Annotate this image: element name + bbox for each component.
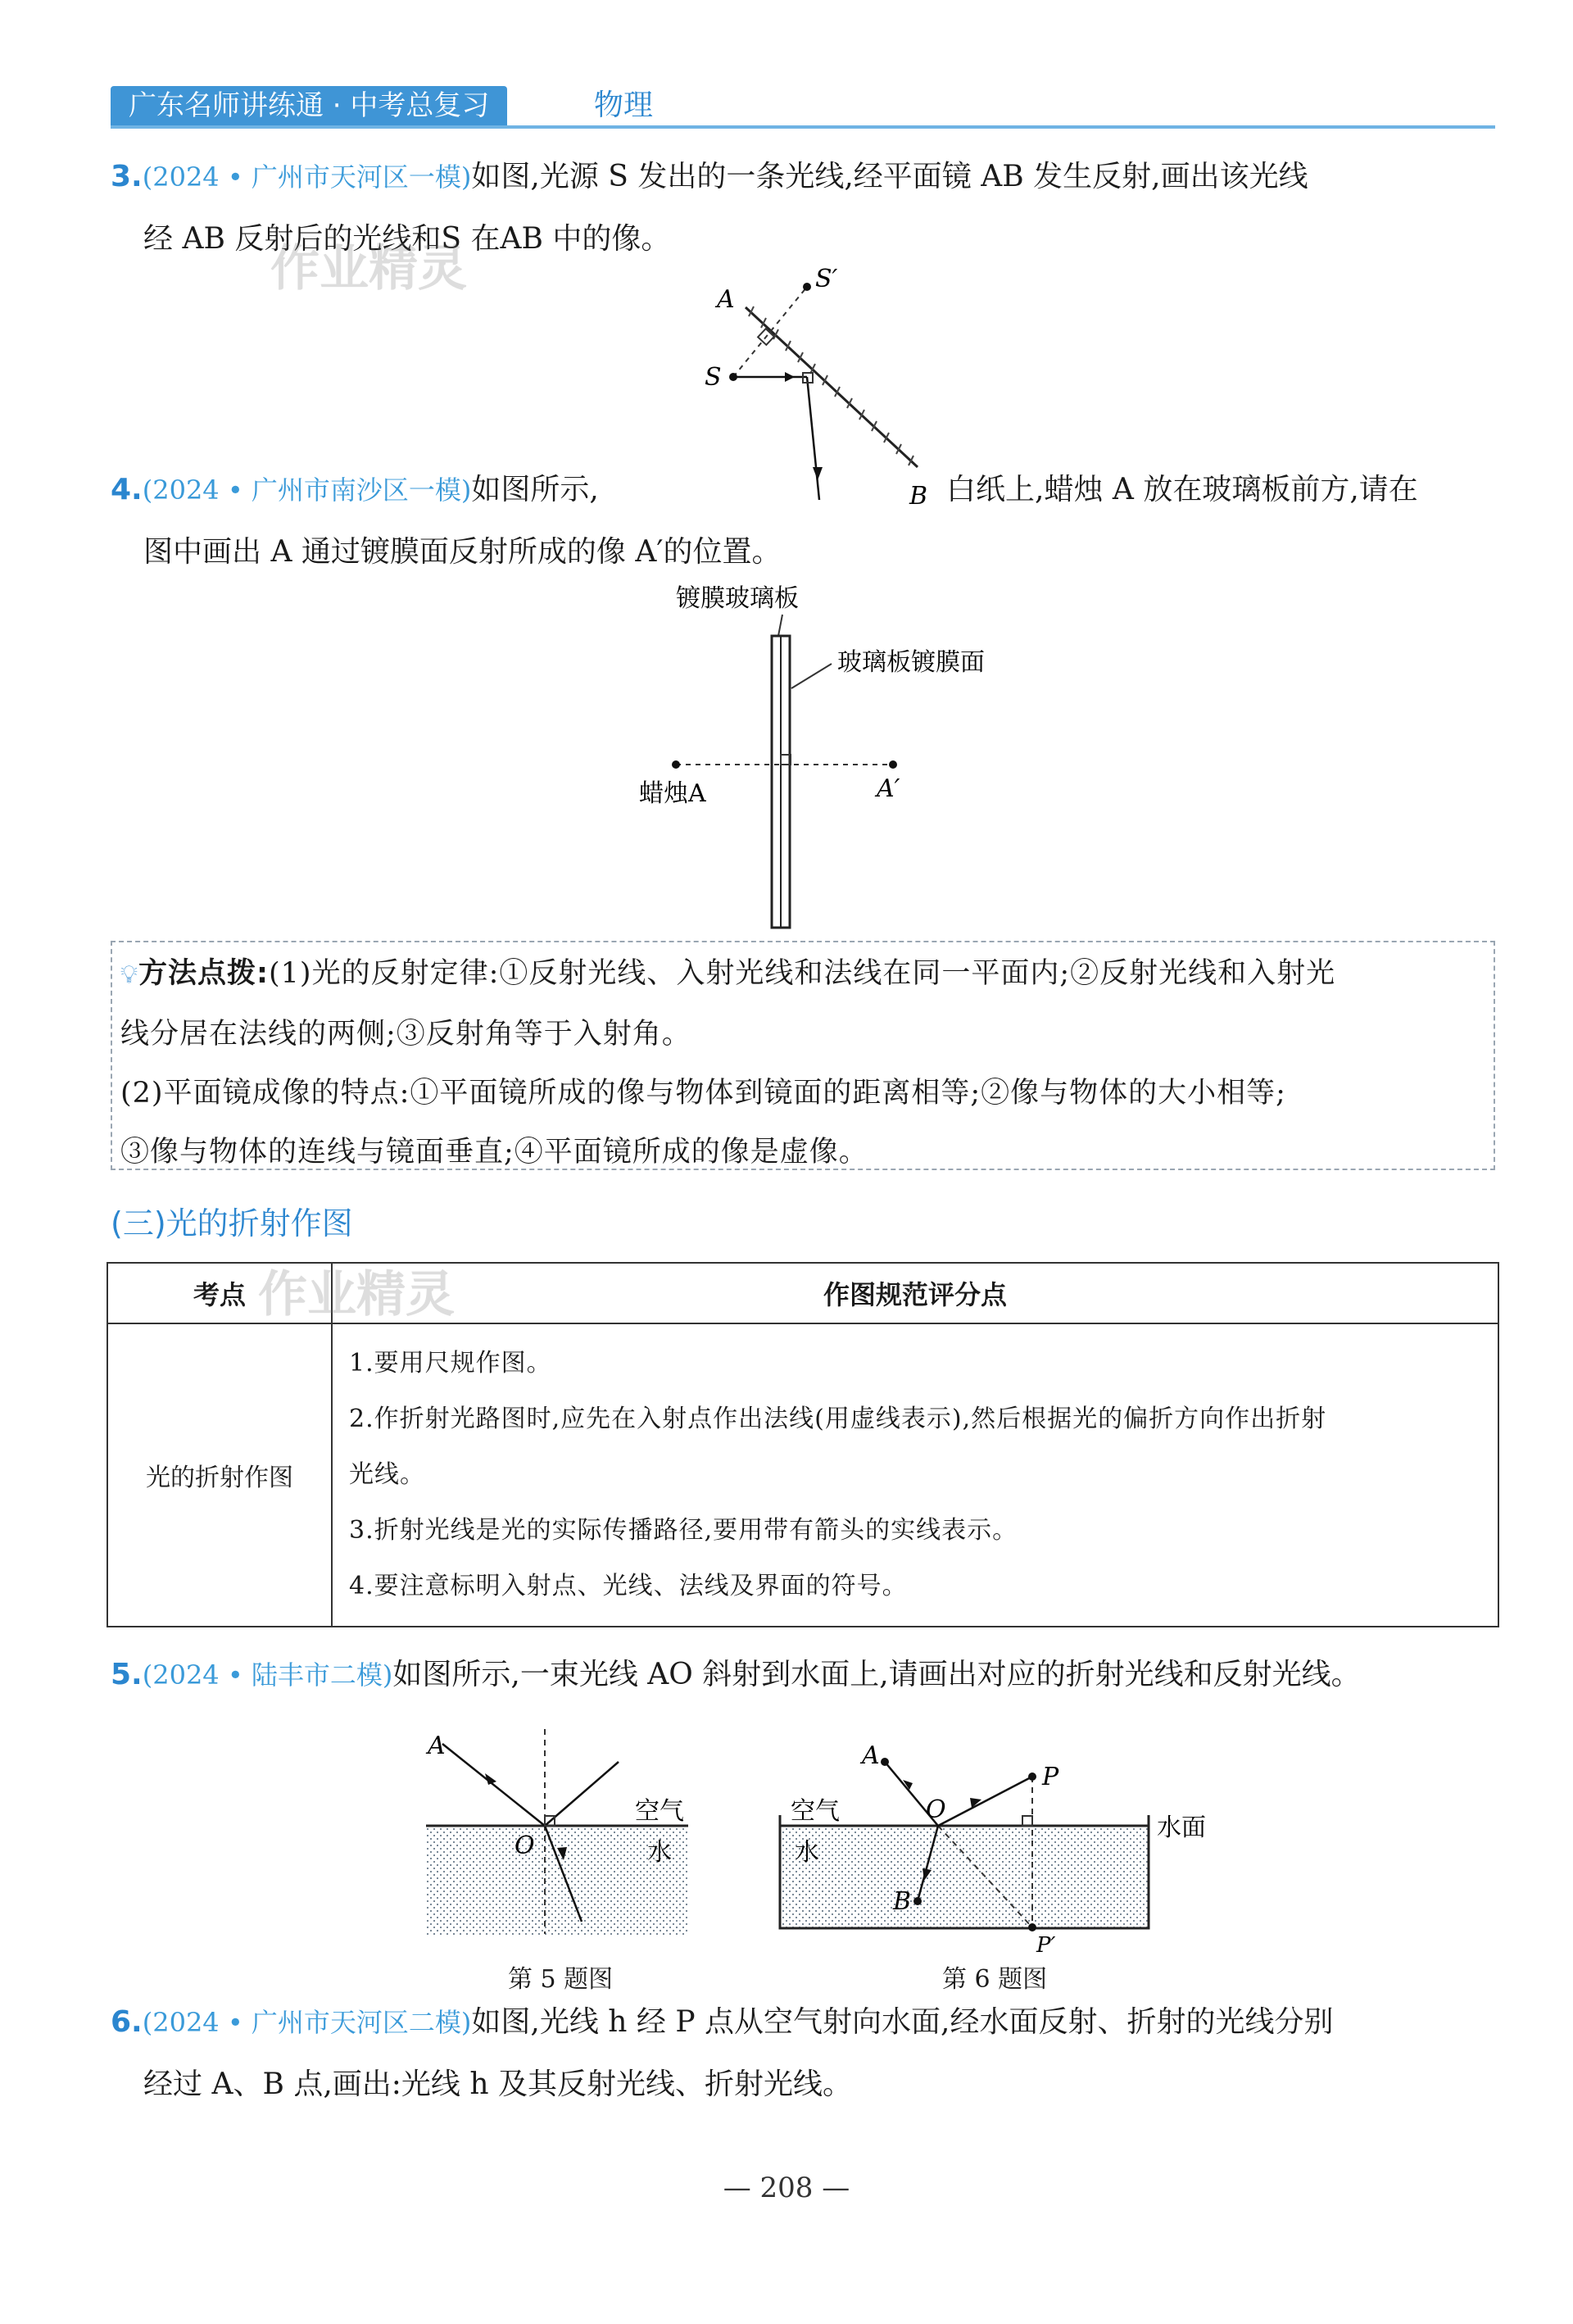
label-candle: 蜡烛A	[639, 779, 706, 808]
label-glass-plate: 镀膜玻璃板	[676, 584, 799, 613]
label-b: B	[893, 1887, 912, 1916]
question-source: (2024 • 广州市南沙区一模)	[142, 474, 472, 506]
method-text: (1)光的反射定律:①反射光线、入射光线和法线在同一平面内;②反射光线和入射光	[269, 957, 1336, 990]
question-source: (2024 • 陆丰市二模)	[142, 1659, 393, 1691]
rule-item: 1.要用尺规作图。	[349, 1349, 552, 1378]
image-point-s-prime	[803, 283, 811, 291]
label-air: 空气	[635, 1797, 684, 1826]
candle-point	[672, 760, 680, 769]
point-p-prime	[1028, 1923, 1036, 1931]
image-point	[889, 760, 897, 769]
question-text: 如图,光线 h 经 P 点从空气射向水面,经水面反射、折射的光线分别	[471, 2005, 1334, 2039]
label-p: P	[1042, 1763, 1059, 1791]
question-text: 经过 A、B 点,画出:光线 h 及其反射光线、折射光线。	[143, 2068, 852, 2101]
reflected-ray	[545, 1762, 619, 1826]
incident-ray	[442, 1744, 545, 1826]
section-heading: (三)光的折射作图	[111, 1205, 353, 1241]
label-water: 水	[795, 1838, 819, 1867]
table-row	[107, 1323, 1498, 1627]
method-text: ③像与物体的连线与镜面垂直;④平面镜所成的像是虚像。	[120, 1136, 868, 1169]
incident-ray	[938, 1777, 1032, 1826]
table-cell-topic: 光的折射作图	[107, 1323, 332, 1627]
header-rule	[111, 125, 1495, 129]
rule-item: 光线。	[349, 1460, 425, 1489]
label-p-prime: P′	[1036, 1933, 1056, 1958]
label-o: O	[926, 1795, 946, 1824]
figure-6	[762, 1713, 1221, 1959]
method-text: 线分居在法线的两侧;③反射角等于入射角。	[120, 1018, 691, 1051]
question-text: 如图所示,	[471, 473, 599, 506]
lightbulb-icon: 💡︎	[120, 960, 138, 989]
rule-item: 3.折射光线是光的实际传播路径,要用带有箭头的实线表示。	[349, 1516, 1018, 1545]
arrow-icon	[785, 372, 795, 382]
question-6-line2	[143, 2054, 1503, 2116]
question-3	[111, 146, 1503, 208]
column-header: 作图规范评分点	[332, 1263, 1498, 1323]
book-title: 广东名师讲练通 · 中考总复习	[111, 86, 507, 125]
method-tips-box	[111, 941, 1495, 1170]
right-angle-mark	[1022, 1816, 1032, 1826]
rule-item: 4.要注意标明入射点、光线、法线及界面的符号。	[349, 1572, 908, 1600]
label-a: A	[862, 1741, 880, 1770]
question-number: 5.	[111, 1658, 143, 1691]
question-4-cont	[946, 459, 1418, 521]
rule-item: 2.作折射光路图时,应先在入射点作出法线(用虚线表示),然后根据光的偏折方向作出折射	[349, 1405, 1327, 1433]
label-a: A	[717, 285, 735, 314]
method-line	[112, 944, 1494, 1005]
method-label: 方法点拨:	[138, 957, 269, 990]
figure-5-caption: 第 5 题图	[508, 1965, 614, 1994]
question-number: 4.	[111, 473, 143, 506]
subject-label: 物理	[594, 89, 654, 122]
figure-6-caption: 第 6 题图	[942, 1965, 1048, 1994]
question-6	[111, 1991, 1503, 2054]
label-s: S	[705, 363, 722, 392]
label-s-prime: S′	[815, 265, 838, 293]
question-text: 如图,光源 S 发出的一条光线,经平面镜 AB 发生反射,画出该光线	[471, 160, 1308, 193]
label-b: B	[909, 482, 928, 508]
figure-q4-glass	[623, 574, 1081, 934]
figure-5	[410, 1713, 705, 1959]
leader-line	[778, 615, 782, 636]
label-water-surface: 水面	[1157, 1813, 1206, 1842]
question-text: 白纸上,蜡烛 A 放在玻璃板前方,请在	[946, 473, 1418, 506]
question-number: 3.	[111, 160, 143, 193]
question-text: 如图所示,一束光线 AO 斜射到水面上,请画出对应的折射光线和反射光线。	[392, 1658, 1361, 1691]
question-text: 经 AB 反射后的光线和S 在AB 中的像。	[143, 222, 671, 256]
label-o: O	[515, 1832, 535, 1860]
page-number: — 208 —	[723, 2172, 850, 2204]
label-water: 水	[647, 1838, 672, 1867]
question-text: 图中画出 A 通过镀膜面反射所成的像 A′的位置。	[143, 535, 782, 569]
column-header: 考点	[107, 1263, 332, 1323]
label-a: A	[428, 1732, 446, 1760]
watermark: 作业精灵	[270, 240, 467, 297]
label-image: A′	[877, 774, 900, 803]
method-text: (2)平面镜成像的特点:①平面镜所成的像与物体到镜面的距离相等;②像与物体的大小相等;	[120, 1077, 1286, 1110]
water-tank	[780, 1826, 1149, 1928]
label-air: 空气	[791, 1797, 840, 1826]
arrow-icon	[485, 1773, 496, 1785]
question-source: (2024 • 广州市天河区一模)	[142, 161, 472, 193]
question-5	[111, 1644, 1503, 1706]
table-cell-rules	[332, 1323, 1498, 1627]
label-coating: 玻璃板镀膜面	[837, 648, 985, 677]
leader-line	[791, 664, 832, 688]
question-source: (2024 • 广州市天河区二模)	[142, 2007, 472, 2038]
question-number: 6.	[111, 2005, 143, 2039]
watermark: 作业精灵	[258, 1266, 455, 1323]
